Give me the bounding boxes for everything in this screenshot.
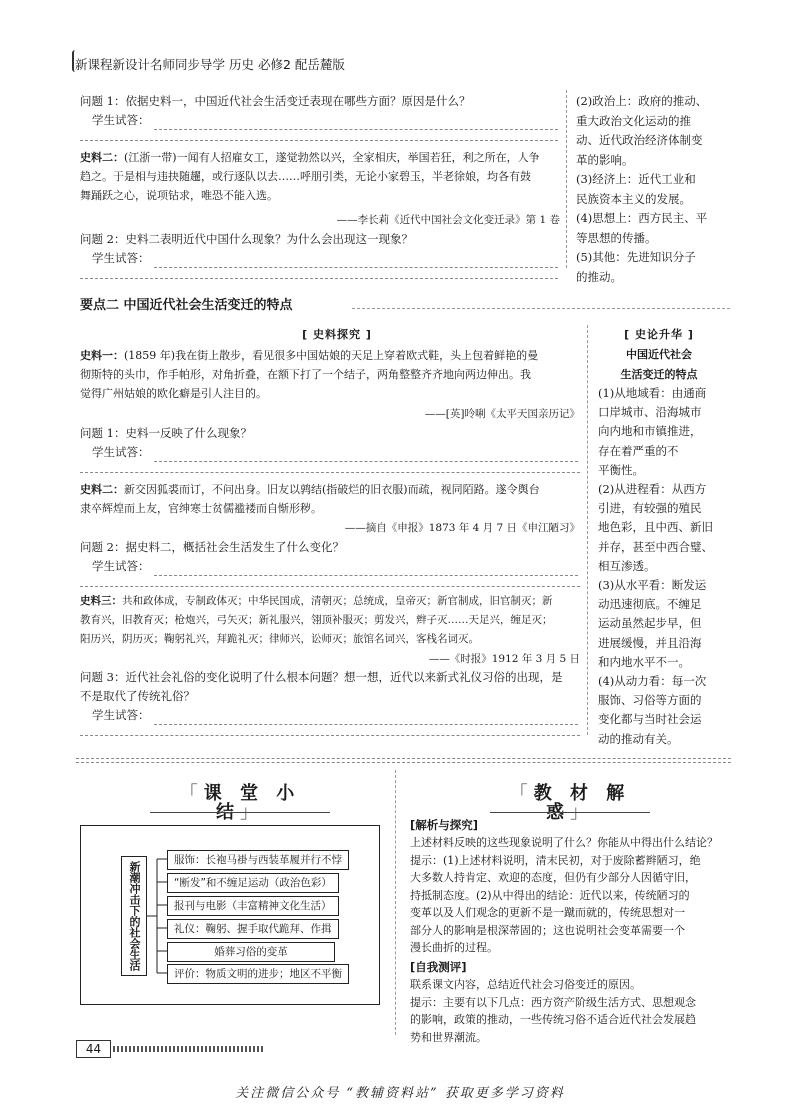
top-question-1: 问题 1：依据史料一，中国近代社会生活变迁表现在哪些方面？原因是什么？	[80, 94, 471, 108]
source-label: 史料三：	[80, 595, 122, 607]
textbook-para-2	[410, 976, 735, 1046]
top-source-2	[80, 148, 565, 205]
source-label: 史料二：	[80, 151, 124, 164]
answer-line-top-2[interactable]	[92, 249, 558, 268]
divider	[80, 278, 558, 279]
para-line: 提示：(1)上述材料说明，清末民初，对于废除蓄辫陋习，绝	[410, 853, 701, 867]
textbook-title-rule	[490, 812, 650, 813]
diagram-root: 新潮冲击下的社会生活	[121, 856, 147, 976]
side-line: 重大政治文化运动的推	[576, 113, 691, 128]
try-label: 学生试答：	[92, 251, 150, 265]
top-source-2-citation: ——李长莉《近代中国社会文化变迁录》第 1 卷	[336, 214, 560, 226]
top-question-2: 问题 2：史料二表明近代中国什么现象？为什么会出现这一现象？	[80, 232, 413, 246]
source-line: 觉得广州姑娘的欧化癖是引人注目的。	[80, 387, 267, 400]
side-heading-line: 中国近代社会	[626, 348, 692, 361]
source-label: 史料二：	[80, 483, 124, 496]
section2-source-2	[80, 480, 585, 518]
column-divider-top	[566, 90, 567, 268]
side-line: 等思想的传播。	[576, 230, 657, 245]
side-line: 引进，有较强的殖民	[598, 501, 702, 516]
side-line: 存在着严重的不	[598, 443, 679, 458]
side-heading-line: 生活变迁的特点	[620, 367, 698, 381]
para-line: 的影响，政策的推动，一些传统习俗不适合近代社会发展趋	[410, 1013, 696, 1026]
source-line: 趋之。于是相与违抉随趯，或行逐队以去……呼朋引类，无论小家碧玉，半老徐娘，均各有鼓	[80, 170, 531, 183]
side2-notes	[598, 384, 728, 749]
summary-title-rule	[150, 812, 330, 813]
box-tag-theory: [ 史论升华 ]	[624, 328, 694, 341]
side-line: 动、近代政治经济体制变	[576, 133, 703, 147]
para-line: 大多数人持肯定、欢迎的态度，但仍有少部分人因循守旧，	[410, 871, 696, 884]
side-line: (4)从动力看：每一次	[598, 674, 707, 689]
side-line: (3)经济上：近代工业和	[576, 172, 696, 186]
source-line: 新交因狐裘而订，不问出身。旧友以鹑结(指破烂的旧衣服)而疏，视同陌路。遂令舆台	[124, 483, 540, 496]
side-line: (2)政治上：政府的推动、	[576, 94, 708, 108]
divider	[80, 735, 580, 736]
side-line: 进展缓慢，并且沿海	[598, 635, 702, 650]
box-tag-label: 史论升华	[635, 328, 683, 341]
page-number-box	[76, 1040, 111, 1058]
side2-heading	[594, 345, 724, 384]
diagram-node: 服饰：长袍马褂与西装革履并行不悖	[167, 850, 349, 870]
page-header-title: 新课程新设计名师同步导学 历史 必修2 配岳麓版	[75, 57, 345, 72]
box-tag-label: 史料探究	[313, 328, 361, 341]
section-2-title: 要点二 中国近代社会生活变迁的特点	[80, 298, 293, 313]
side-line: 革的影响。	[576, 152, 634, 167]
source-line: 阳历兴，阴历灭；鞠躬礼兴，拜跪礼灭；律师兴，讼师灭；旅馆名词兴，客栈名词灭。	[80, 633, 479, 645]
section2-source-1	[80, 346, 585, 403]
diagram-node: 报刊与电影（丰富精神文化生活）	[167, 896, 339, 916]
section-separator	[76, 762, 731, 763]
side-notes-top	[576, 92, 736, 287]
section2-source-2-citation: ——摘自《申报》1873 年 4 月 7 日《申江陋习》	[344, 522, 580, 534]
para-line: 部分人的影响是根深蒂固的；这也说明社会变革需要一个	[410, 923, 685, 937]
para-line: 漫长曲折的过程。	[410, 941, 498, 954]
tag-self-test: [自我测评]	[410, 960, 467, 974]
section-rule	[352, 308, 730, 309]
textbook-title: 「教 材 解 惑」	[509, 783, 631, 823]
diagram-node: 评价：物质文明的进步；地区不平衡	[167, 964, 349, 984]
para-line: 提示：主要有以下几点：西方资产阶级生活方式、思想观念	[410, 995, 696, 1009]
para-line: 持抵制态度。(2)从中得出的结论：近代以来，传统陋习的	[410, 888, 690, 902]
answer-line-top-1[interactable]	[92, 111, 558, 130]
side-line: 动的推动有关。	[598, 731, 679, 746]
page-number: 44	[85, 1042, 102, 1056]
answer-line-s2-1[interactable]	[92, 443, 578, 462]
side-line: (1)从地域看：由通商	[598, 386, 707, 400]
divider	[80, 472, 580, 473]
divider	[80, 586, 580, 587]
diagram-node: “断发”和不缠足运动（政治色彩）	[167, 873, 339, 893]
section2-source-3	[80, 592, 585, 649]
section2-source-3-citation: ——《时报》1912 年 3 月 5 日	[428, 653, 580, 665]
side-line: (4)思想上：西方民主、平	[576, 211, 708, 225]
diagram-node: 婚葬习俗的变革	[167, 942, 335, 962]
side-line: 相互渗透。	[598, 558, 656, 573]
section2-source-1-citation: ——[英]呤唎《太平天国亲历记》	[424, 408, 580, 420]
side-line: 平衡性。	[598, 462, 644, 477]
question-line: 不是取代了传统礼俗？	[80, 689, 195, 703]
side-line: 口岸城市、沿海城市	[598, 405, 702, 420]
summary-title-text: 课 堂 小 结	[203, 783, 301, 823]
box-tag-material: [ 史料探究 ]	[302, 328, 372, 341]
para-line: 势和世界潮流。	[410, 1030, 487, 1044]
side-line: 向内地和市镇推进，	[598, 424, 702, 439]
source-label: 史料一：	[80, 349, 124, 362]
column-divider-mid	[587, 325, 588, 735]
side-line: 变化都与当时社会运	[598, 712, 702, 727]
side-line: (3)从水平看：断发运	[598, 578, 707, 593]
side-line: 的推动。	[576, 269, 622, 284]
side-line: 运动虽然起步早，但	[598, 616, 702, 631]
section-separator	[76, 758, 731, 759]
side-line: 地色彩，且中西、新旧	[598, 520, 713, 535]
answer-line-s2-2[interactable]	[92, 557, 578, 576]
try-label: 学生试答：	[92, 708, 150, 722]
try-label: 学生试答：	[92, 445, 150, 459]
side-line: 并存，甚至中西合璧、	[598, 539, 713, 554]
section2-question-1: 问题 1：史料一反映了什么现象？	[80, 426, 252, 440]
source-line: (1859 年)我在街上散步，看见很多中国姑娘的天足上穿着欧式鞋，头上包着鲜艳的曼	[124, 349, 539, 362]
side-line: (5)其他：先进知识分子	[576, 250, 696, 264]
side-line: 民族资本主义的发展。	[576, 191, 691, 206]
textbook-para-1	[410, 834, 735, 957]
source-line: 彻斯特的头巾，作手帕形，对角折叠，在额下打了一个结子，两角整整齐齐地向两边伸出。我	[80, 368, 531, 381]
summary-title: 「课 堂 小 结」	[179, 783, 301, 823]
section2-question-2: 问题 2：据史料二，概括社会生活发生了什么变化？	[80, 540, 344, 554]
summary-diagram	[80, 825, 380, 1005]
para-line: 联系课文内容，总结近代社会习俗变迁的原因。	[410, 978, 641, 991]
side-line: 服饰、习俗等方面的	[598, 693, 702, 708]
tag-label: 自我测评	[415, 960, 462, 974]
source-line: 教育兴，旧教育灭；枪炮兴，弓矢灭；新礼服兴，翎顶补服灭；剪发兴，辫子灭……天足兴，缠足灭；	[80, 614, 553, 626]
source-line: 隶卒辉煌而上友，官绅寒士贫儒褴褛而自惭形秽。	[80, 502, 322, 515]
tag-analysis: [解析与探究]	[410, 818, 479, 832]
bottom-column-divider	[395, 770, 396, 1035]
side-line: (2)从进程看：从西方	[598, 482, 707, 497]
diagram-node: 礼仪：鞠躬、握手取代跪拜、作揖	[167, 919, 339, 939]
source-line: 共和政体成，专制政体灭；中华民国成，清朝灭；总统成，皇帝灭；新官制成，旧官制灭；新	[122, 595, 553, 607]
side-line: 动迅速彻底。不缠足	[598, 597, 702, 612]
divider	[80, 140, 558, 141]
section2-question-3	[80, 668, 585, 706]
source-line: (江浙一带)一闻有人招雇女工，遂觉勃然以兴，全家相庆，举国若狂，利之所在，人争	[124, 151, 540, 164]
question-line: 问题 3：近代社会礼俗的变化说明了什么根本问题？想一想，近代以来新式礼仪习俗的出现，是	[80, 670, 563, 684]
para-line: 上述材料反映的这些现象说明了什么？你能从中得出什么结论？	[410, 836, 718, 849]
footer-note: 关注微信公众号 “教辅资料站” 获取更多学习资料	[235, 1086, 565, 1101]
try-label: 学生试答：	[92, 113, 150, 127]
answer-line-s2-3[interactable]	[92, 706, 578, 725]
tag-label: 解析与探究	[415, 818, 473, 832]
page-number-ornament	[113, 1046, 263, 1052]
side-line: 和内地水平不一。	[598, 654, 690, 669]
source-line: 舞踊跃之心，说项钻求，唯恐不能入选。	[80, 189, 278, 202]
try-label: 学生试答：	[92, 559, 150, 573]
textbook-title-text: 教 材 解 惑	[533, 783, 631, 823]
para-line: 变革以及人们观念的更新不是一蹴而就的，传统思想对一	[410, 906, 685, 919]
